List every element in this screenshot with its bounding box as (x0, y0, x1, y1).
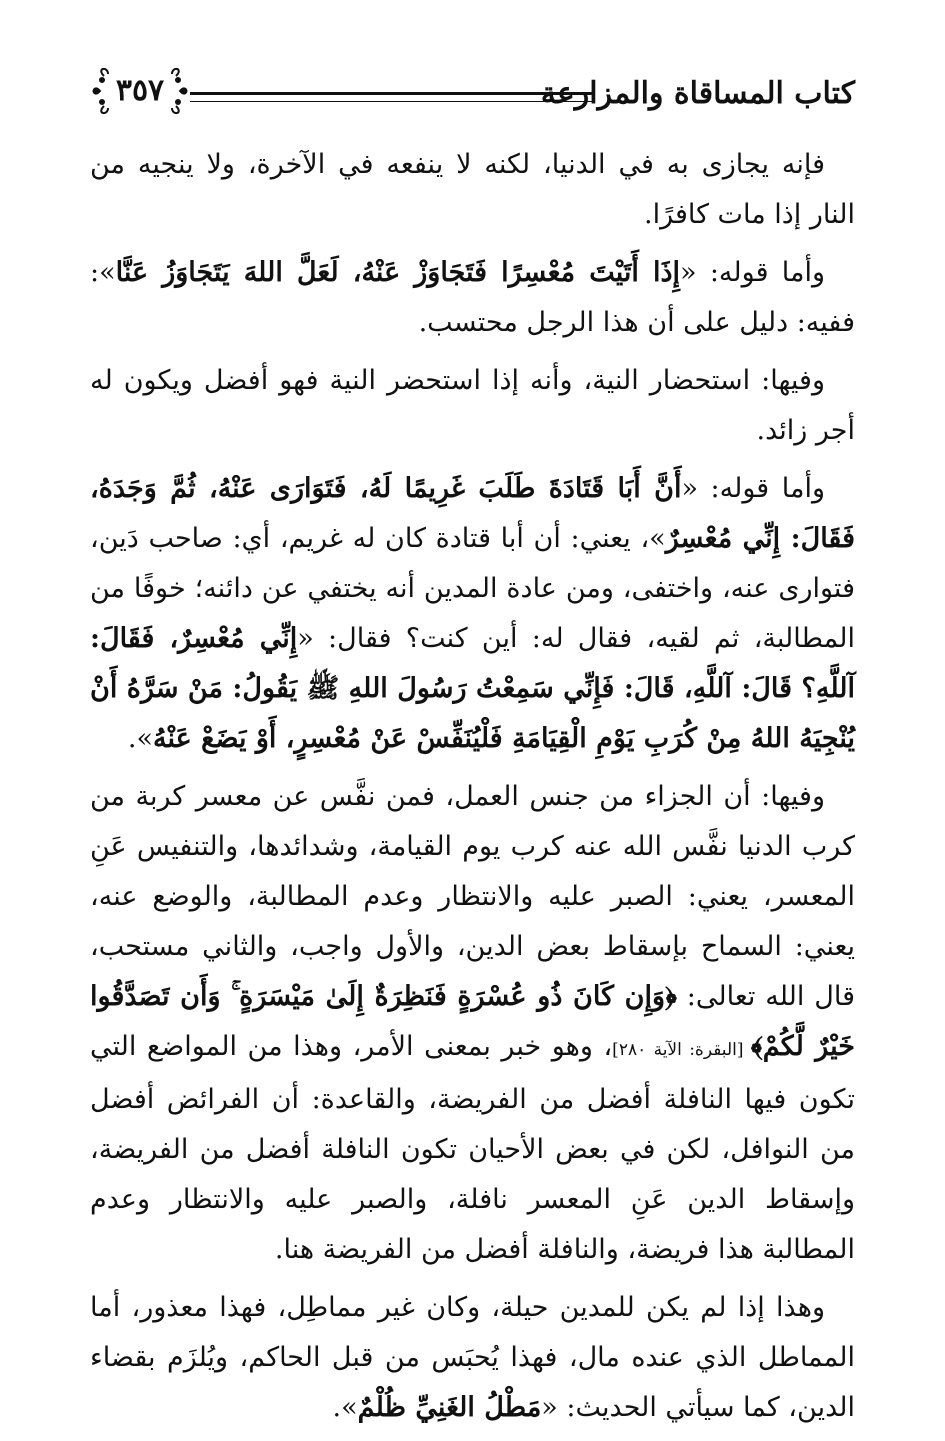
paragraph (90, 356, 855, 456)
paragraph-text: وهذا إذا لم يكن للمدين حيلة، وكان غير مماطِل، فهذا معذور، أما المماطل الذي عنده مال، فهذا يُحبَس من قبل الحاكم، ويُلزَم بقضاء الدين، كما سيأتي الحديث: « (90, 1292, 855, 1423)
quran-verse: ﴿وَإِن كَانَ ذُو عُسْرَةٍ فَنَظِرَةٌ إِلَىٰ مَيْسَرَةٍ ۚ وَأَن تَصَدَّقُوا خَيْرٌ لَّكُمْ﴾ (90, 981, 855, 1062)
verse-reference: [البقرة: الآية ٢٨٠] (612, 1040, 751, 1060)
page-number-ornament (90, 62, 190, 120)
paragraph-text: وفيها: استحضار النية، وأنه إذا استحضر النية فهو أفضل ويكون له أجر زائد. (90, 365, 855, 446)
paragraph-text: ، وهو خبر بمعنى الأمر، وهذا من المواضع التي تكون فيها النافلة أفضل من الفريضة، والقاعدة: أن الفرائض أفضل من النوافل، لكن في بعض الأحيان تكون النافلة أفضل من الفريضة، وإسقاط الدين عَنِ المعسر نافلة، والصبر عليه والانتظار وعدم المطالبة هذا فريضة، والنافلة أفضل من الفريضة هنا. (90, 1031, 855, 1265)
paragraph-text: وفيها: أن الجزاء من جنس العمل، فمن نفَّس عن معسر كربة من كرب الدنيا نفَّس الله عنه كرب يوم القيامة، وشدائدها، والتنفيس عَنِ المعسر، يعني: الصبر عليه والانتظار وعدم المطالبة، والوضع عنه، يعني: السماح بإسقاط بعض الدين، والأول واجب، والثاني مستحب، قال الله تعالى: (90, 781, 855, 1012)
paragraph-text: ». (127, 723, 154, 754)
body-text (90, 140, 855, 1441)
page-number: ٣٥٧ (115, 73, 165, 108)
paragraph-text: ». (332, 1392, 358, 1423)
paragraph-text: وأما قوله: « (680, 257, 825, 288)
paragraph (90, 772, 855, 1275)
hadith-quote: مَطْلُ الغَنِيِّ ظُلْمٌ (357, 1392, 542, 1423)
page-header (90, 62, 855, 122)
paragraph-text: فإنه يجازى به في الدنيا، لكنه لا ينفعه في الآخرة، ولا ينجيه من النار إذا مات كافرًا. (90, 149, 855, 230)
hadith-quote: أَنَّ أَبَا قَتَادَةَ طَلَبَ غَرِيمًا لَهُ، فَتَوَارَى عَنْهُ، ثُمَّ وَجَدَهُ، فَقَالَ: إِنِّي مُعْسِرٌ (90, 473, 855, 554)
paragraph-text: »، يعني: أن أبا قتادة كان له غريم، أي: صاحب دَين، فتوارى عنه، واختفى، ومن عادة المدين أنه يختفي عن دائنه؛ خوفًا من المطالبة، ثم لقيه، فقال له: أين كنت؟ فقال: « (90, 523, 855, 654)
hadith-quote: إِذَا أَتَيْتَ مُعْسِرًا فَتَجَاوَزْ عَنْهُ، لَعَلَّ اللهَ يَتَجَاوَزُ عَنَّا (115, 257, 681, 288)
paragraph-text: وأما قوله: « (681, 473, 825, 504)
hadith-quote: إِنِّي مُعْسِرٌ، فَقَالَ: آللَّهِ؟ قَالَ: آللَّهِ، قَالَ: فَإِنِّي سَمِعْتُ رَسُولَ اللهِ ﷺ يَقُولُ: مَنْ سَرَّهُ أَنْ يُنْجِيَهُ اللهُ مِنْ كُرَبِ يَوْمِ الْقِيَامَةِ فَلْيُنَفِّسْ عَنْ مُعْسِرٍ، أَوْ يَضَعْ عَنْهُ (90, 623, 855, 754)
paragraph (90, 464, 855, 764)
header-rule (190, 92, 595, 102)
paragraph (90, 140, 855, 240)
running-title: كتاب المساقاة والمزارعة (540, 76, 855, 111)
paragraph (90, 1283, 855, 1433)
paragraph-text: »: ففيه: دليل على أن هذا الرجل محتسب. (90, 257, 855, 338)
paragraph (90, 248, 855, 348)
